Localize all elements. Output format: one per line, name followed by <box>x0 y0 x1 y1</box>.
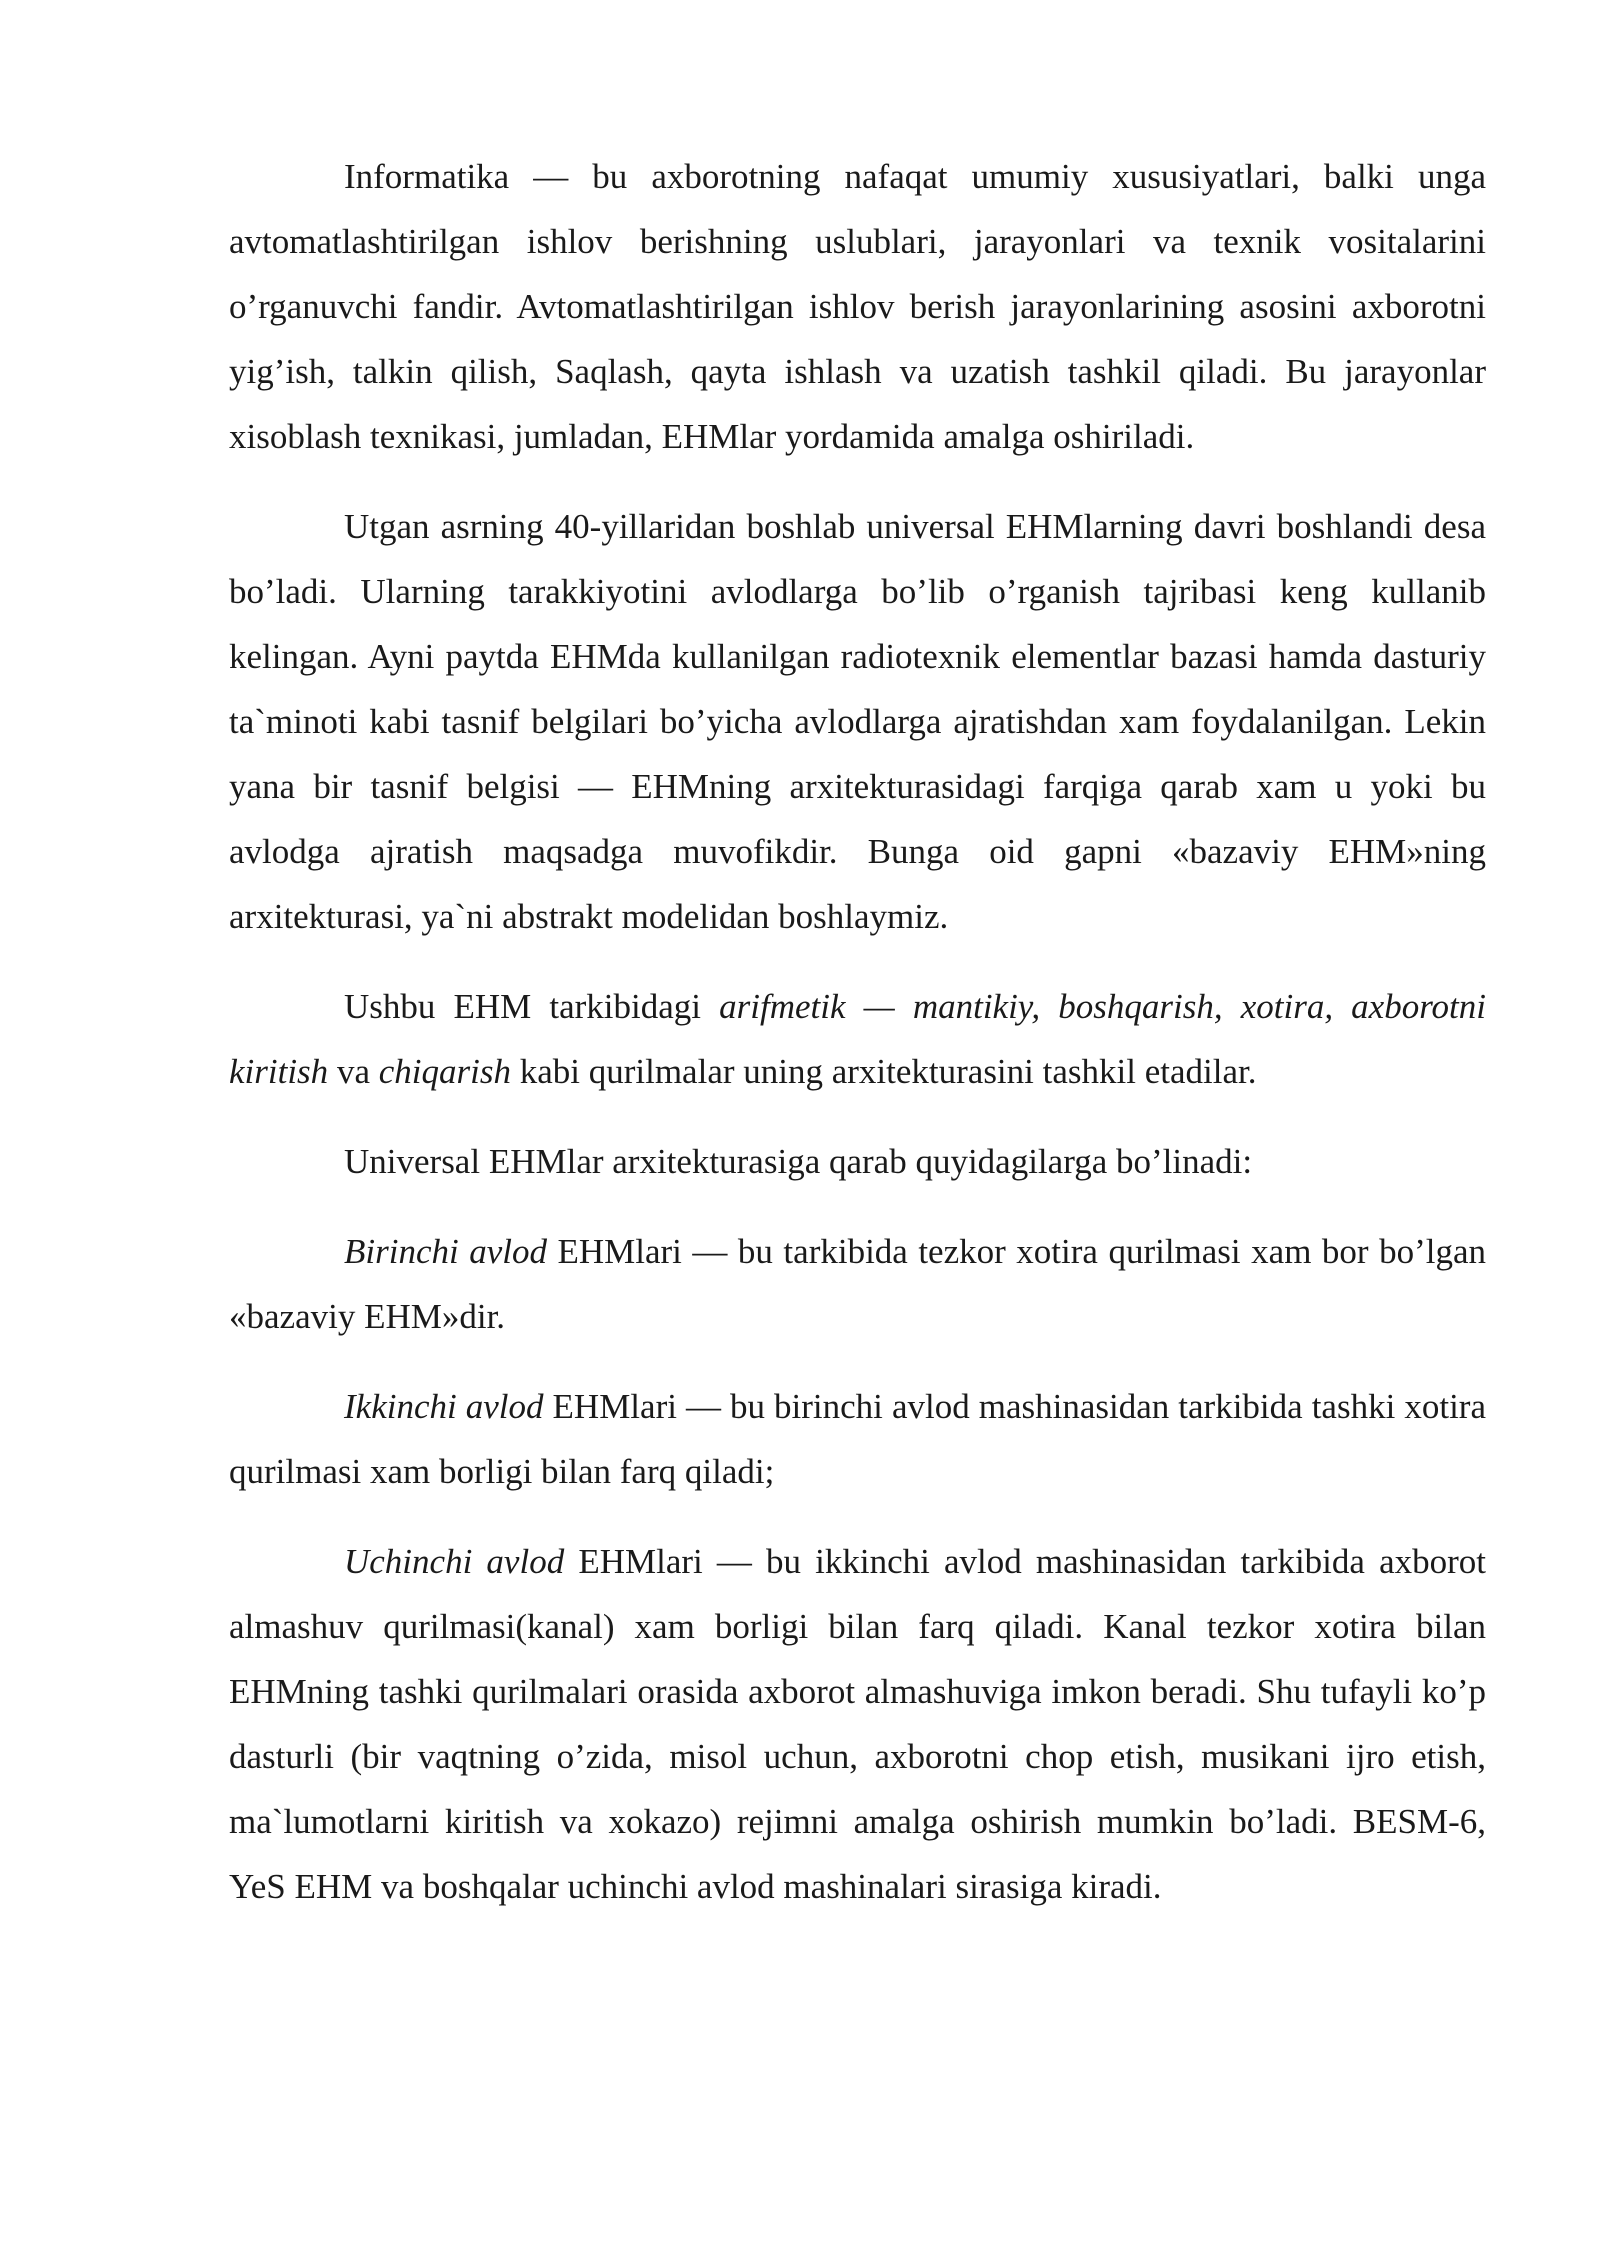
paragraph-second-generation <box>229 1374 1486 1504</box>
paragraph-text: EHMlari — bu tarkibida tezkor xotira qurilmasi xam bor bo’lgan «bazaviy EHM»dir. <box>229 1232 1487 1336</box>
emphasis-text: Birinchi avlod <box>344 1232 547 1271</box>
paragraph-text: EHMlari — bu ikkinchi avlod mashinasidan tarkibida axborot almashuv qurilmasi(kanal) xam borligi bilan farq qiladi. Kanal tezkor xotira bilan EHMning tashki qurilmalari orasida axborot almashuviga imkon beradi. Shu tufayli ko’p dasturli (bir vaqtning o’zida, misol uchun, axborotni chop etish, musikani ijro etish, ma`lumotlarni kiritish va xokazo) rejimni amalga oshirish mumkin bo’ladi. BESM-6, YeS EHM va boshqalar uchinchi avlod mashinalari sirasiga kiradi. <box>229 1542 1486 1906</box>
paragraph-text: kabi qurilmalar uning arxitekturasini tashkil etadilar. <box>510 1052 1257 1091</box>
paragraph-ehm-components <box>229 974 1486 1104</box>
paragraph-third-generation <box>229 1529 1486 1919</box>
emphasis-text: Uchinchi avlod <box>344 1542 565 1581</box>
paragraph-text: va <box>328 1052 379 1091</box>
paragraph-universal-ehm-history <box>229 494 1486 949</box>
paragraph-text: Ushbu EHM tarkibidagi <box>344 987 720 1026</box>
paragraph-text: EHMlari — bu birinchi avlod mashinasidan tarkibida tashki xotira qurilmasi xam borligi bilan farq qiladi; <box>229 1387 1486 1491</box>
paragraph-informatika <box>229 144 1486 469</box>
paragraph-classification-intro <box>229 1129 1486 1194</box>
paragraph-text: Universal EHMlar arxitekturasiga qarab quyidagilarga bo’linadi: <box>344 1142 1253 1181</box>
paragraph-text: Informatika — bu axborotning nafaqat umumiy xususiyatlari, balki unga avtomatlashtirilgan ishlov berishning uslublari, jarayonlari va texnik vositalarini o’rganuvchi fandir. Avtomatlashtirilgan ishlov berish jarayonlarining asosini axborotni yig’ish, talkin qilish, Saqlash, qayta ishlash va uzatish tashkil qiladi. Bu jarayonlar xisoblash texnikasi, jumladan, EHMlar yordamida amalga oshiriladi. <box>229 157 1486 456</box>
emphasis-text: chiqarish <box>378 1052 511 1091</box>
paragraph-first-generation <box>229 1219 1486 1349</box>
emphasis-text: arifmetik — mantikiy, boshqarish, xotira, axborotni kiritish <box>229 987 1486 1091</box>
paragraph-text: Utgan asrning 40-yillaridan boshlab universal EHMlarning davri boshlandi desa bo’ladi. Ularning tarakkiyotini avlodlarga bo’lib o’rganish tajribasi keng kullanib kelingan. Ayni paytda EHMda kullanilgan radiotexnik elementlar bazasi hamda dasturiy ta`minoti kabi tasnif belgilari bo’yicha avlodlarga ajratishdan xam foydalanilgan. Lekin yana bir tasnif belgisi — EHMning arxitekturasidagi farqiga qarab xam u yoki bu avlodga ajratish maqsadga muvofikdir. Bunga oid gapni «bazaviy EHM»ning arxitekturasi, ya`ni abstrakt modelidan boshlaymiz. <box>229 507 1486 936</box>
emphasis-text: Ikkinchi avlod <box>344 1387 544 1426</box>
document-page <box>229 144 1486 1944</box>
